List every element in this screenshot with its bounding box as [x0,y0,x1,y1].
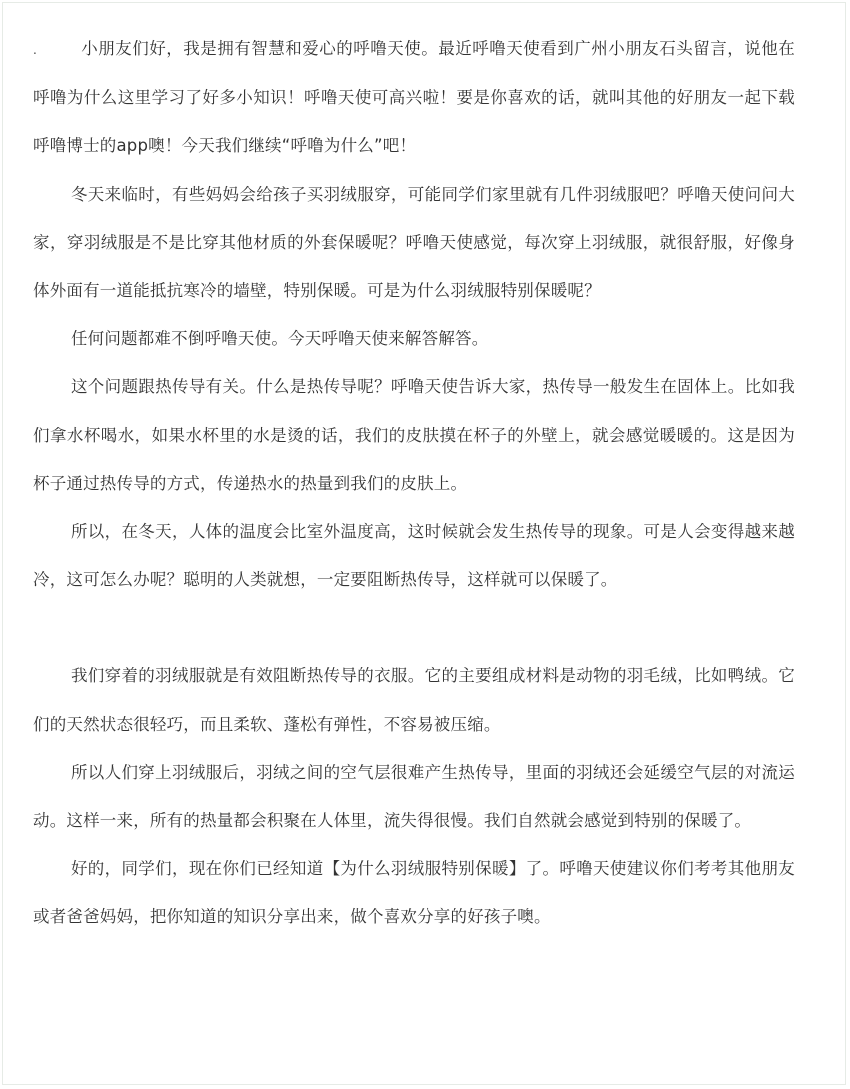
lead-dot-mark: . [33,43,38,57]
paragraph-winter-question: 冬天来临时，有些妈妈会给孩子买羽绒服穿，可能同学们家里就有几件羽绒服吧？呼噜天使问问大家，穿羽绒服是不是比穿其他材质的外套保暖呢？呼噜天使感觉，每次穿上羽绒服，就很舒服，好像身体外面有一道能抵抗寒冷的墙壁，特别保暖。可是为什么羽绒服特别保暖呢？ [33,184,795,301]
paragraph-conclusion: 好的，同学们，现在你们已经知道【为什么羽绒服特别保暖】了。呼噜天使建议你们考考其他朋友或者爸爸妈妈，把你知道的知识分享出来，做个喜欢分享的好孩子噢。 [33,859,795,927]
paragraph-heat-conduction: 这个问题跟热传导有关。什么是热传导呢？呼噜天使告诉大家，热传导一般发生在固体上。比如我们拿水杯喝水，如果水杯里的水是烫的话，我们的皮肤摸在杯子的外壁上，就会感觉暖暖的。这是因为杯子通过热传导的方式，传递热水的热量到我们的皮肤上。 [33,377,795,493]
paragraph-intro [33,25,795,171]
article-body [33,25,795,942]
document-page [2,2,846,1085]
blank-line [33,604,795,652]
paragraph-air-layer: 所以人们穿上羽绒服后，羽绒之间的空气层很难产生热传导，里面的羽绒还会延缓空气层的对流运动。这样一来，所有的热量都会积聚在人体里，流失得很慢。我们自然就会感觉到特别的保暖了。 [33,762,795,831]
paragraph-intro-text: 小朋友们好，我是拥有智慧和爱心的呼噜天使。最近呼噜天使看到广州小朋友石头留言，说他在呼噜为什么这里学习了好多小知识！呼噜天使可高兴啦！要是你喜欢的话，就叫其他的好朋友一起下载呼噜博士的app噢！今天我们继续“呼噜为什么”吧！ [33,39,795,156]
paragraph-answer-intro: 任何问题都难不倒呼噜天使。今天呼噜天使来解答解答。 [70,329,489,349]
paragraph-down-material: 我们穿着的羽绒服就是有效阻断热传导的衣服。它的主要组成材料是动物的羽毛绒，比如鸭绒。它们的天然状态很轻巧，而且柔软、蓬松有弹性，不容易被压缩。 [33,666,795,734]
paragraph-block-conduction: 所以，在冬天，人体的温度会比室外温度高，这时候就会发生热传导的现象。可是人会变得越来越冷，这可怎么办呢？聪明的人类就想，一定要阻断热传导，这样就可以保暖了。 [33,522,795,590]
